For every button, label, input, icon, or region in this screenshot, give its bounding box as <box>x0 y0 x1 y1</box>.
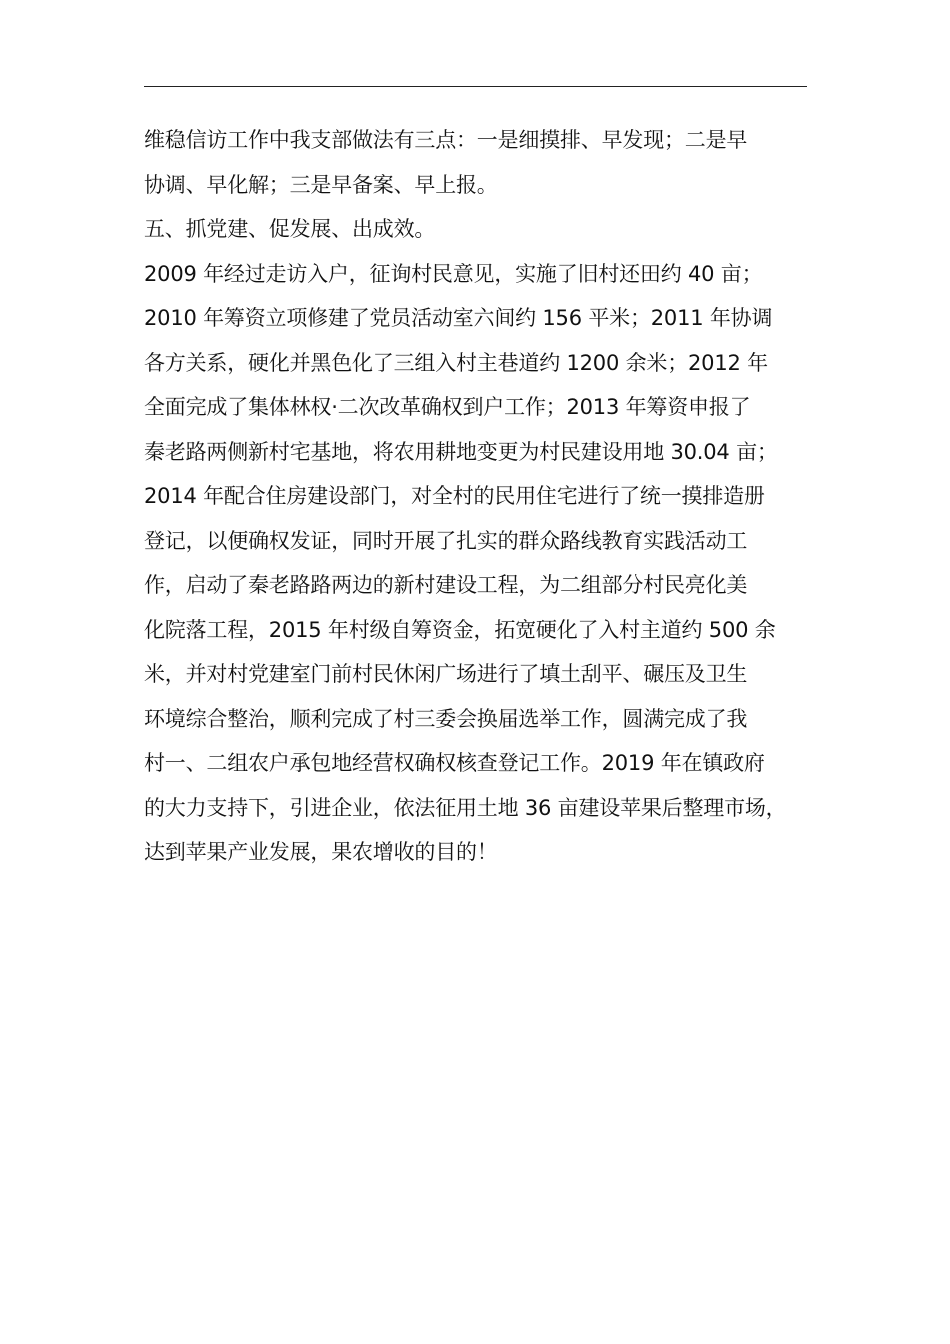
body-line-15: 村一、二组农户承包地经营权确权核查登记工作。2019 年在镇政府 <box>144 751 765 775</box>
body-line-17: 达到苹果产业发展，果农增收的目的！ <box>144 840 498 864</box>
body-line-7: 全面完成了集体林权·二次改革确权到户工作；2013 年筹资申报了 <box>144 395 751 419</box>
body-line-16: 的大力支持下，引进企业，依法征用土地 36 亩建设苹果后整理市场， <box>144 795 787 820</box>
body-line-14: 环境综合整治，顺利完成了村三委会换届选举工作，圆满完成了我 <box>144 706 748 731</box>
section-heading: 五、抓党建、促发展、出成效。 <box>144 217 436 241</box>
body-line-5: 2010 年筹资立项修建了党员活动室六间约 156 平米；2011 年协调 <box>144 306 773 330</box>
body-line-1: 维稳信访工作中我支部做法有三点：一是细摸排、早发现；二是早 <box>144 128 748 152</box>
header-rule <box>144 86 807 87</box>
body-line-4: 2009 年经过走访入户，征询村民意见，实施了旧村还田约 40 亩； <box>144 261 763 286</box>
body-line-8: 秦老路两侧新村宅基地，将农用耕地变更为村民建设用地 30.04 亩； <box>144 439 778 464</box>
body-line-9: 2014 年配合住房建设部门，对全村的民用住宅进行了统一摸排造册 <box>144 484 765 508</box>
body-line-11: 作，启动了秦老路路两边的新村建设工程，为二组部分村民亮化美 <box>144 573 748 597</box>
body-line-13: 米，并对村党建室门前村民休闲广场进行了填土刮平、碾压及卫生 <box>144 662 748 686</box>
body-line-6: 各方关系，硬化并黑色化了三组入村主巷道约 1200 余米；2012 年 <box>144 350 768 375</box>
body-line-2: 协调、早化解；三是早备案、早上报。 <box>144 172 498 197</box>
document-body <box>144 118 816 875</box>
body-line-12: 化院落工程，2015 年村级自筹资金，拓宽硬化了入村主道约 500 余 <box>144 617 776 642</box>
body-line-10: 登记，以便确权发证，同时开展了扎实的群众路线教育实践活动工 <box>144 528 748 553</box>
